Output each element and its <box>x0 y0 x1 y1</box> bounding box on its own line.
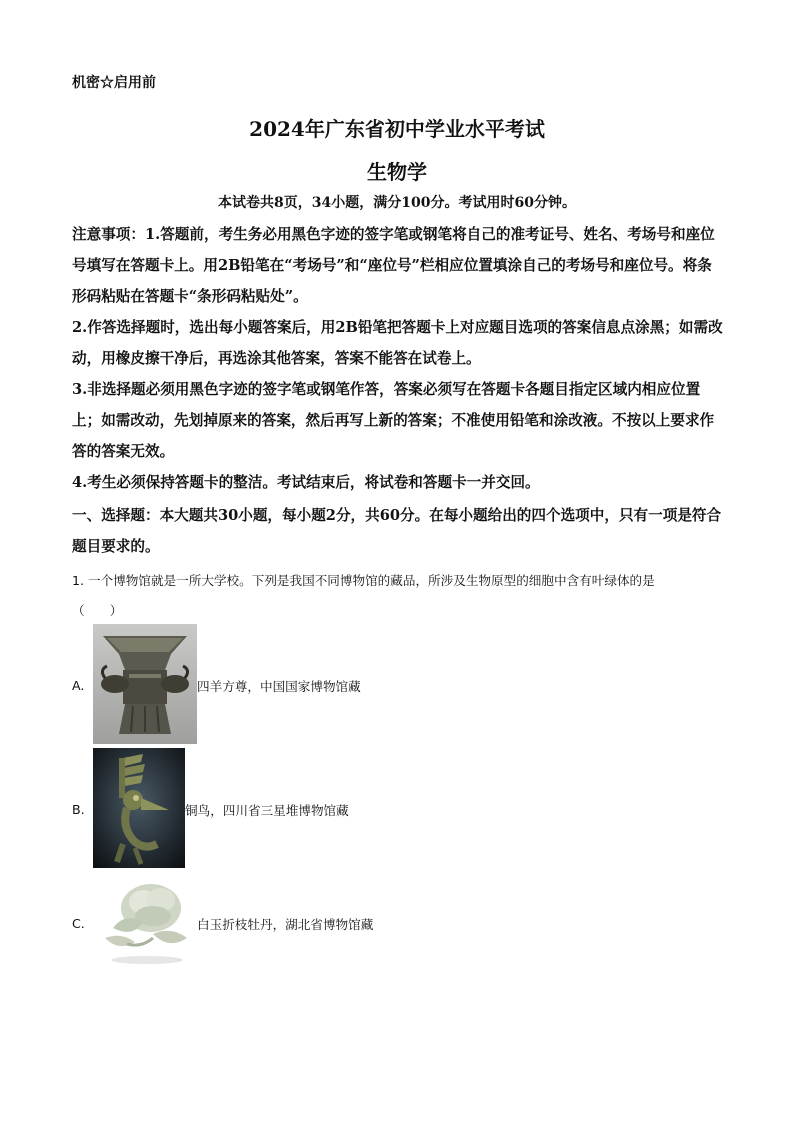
instruction-3: 3.非选择题必须用黑色字迹的签字笔或钢笔作答，答案必须写在答题卡各题目指定区域内相应位置上；如需改动，先划掉原来的答案，然后再写上新的答案；不准使用铅笔和涂改液。不按以上要求作答的答案无效。 <box>72 381 715 460</box>
exam-meta: 本试卷共8页，34小题，满分100分。考试用时60分钟。 <box>218 195 576 211</box>
section-heading-text: 一、选择题：本大题共30小题，每小题2分，共60分。在每小题给出的四个选项中，只有一项是符合题目要求的。 <box>72 507 722 555</box>
option-a-caption: 四羊方尊，中国国家博物馆藏 <box>197 679 361 694</box>
secret-label: 机密☆启用前 <box>72 75 156 91</box>
bronze-bird-image <box>93 748 185 868</box>
jade-peony-image <box>93 878 197 968</box>
option-b-caption: 铜鸟，四川省三星堆博物馆藏 <box>185 803 349 818</box>
answer-bracket: （ ） <box>72 603 123 618</box>
instructions <box>72 219 724 498</box>
instruction-4: 4.考生必须保持答题卡的整洁。考试结束后，将试卷和答题卡一并交回。 <box>72 474 540 491</box>
instruction-1: 注意事项：1.答题前，考生务必用黑色字迹的签字笔或钢笔将自己的准考证号、姓名、考场号和座位号填写在答题卡上。用2B铅笔在“考场号”和“座位号”栏相应位置填涂自己的考场号和座位号。将条形码粘贴在答题卡“条形码粘贴处”。 <box>72 226 715 305</box>
option-c-label: C. <box>72 916 85 931</box>
exam-title: 2024年广东省初中学业水平考试 <box>249 117 545 141</box>
option-a-label: A. <box>72 678 85 693</box>
option-b-label: B. <box>72 802 85 817</box>
question-1-stem: 1. 一个博物馆就是一所大学校。下列是我国不同博物馆的藏品，所涉及生物原型的细胞中含有叶绿体的是 <box>72 573 655 588</box>
option-c-caption: 白玉折枝牡丹，湖北省博物馆藏 <box>197 917 374 932</box>
exam-subject: 生物学 <box>367 160 427 184</box>
instruction-2: 2.作答选择题时，选出每小题答案后，用2B铅笔把答题卡上对应题目选项的答案信息点涂黑；如需改动，用橡皮擦干净后，再选涂其他答案，答案不能答在试卷上。 <box>72 319 723 367</box>
section-heading <box>72 500 724 562</box>
bronze-vessel-image <box>93 624 197 744</box>
question-1 <box>72 566 732 626</box>
